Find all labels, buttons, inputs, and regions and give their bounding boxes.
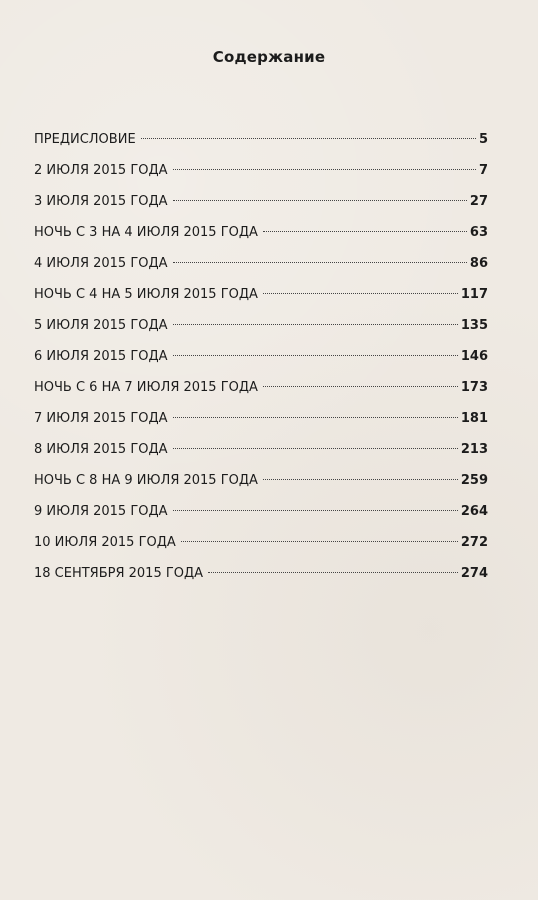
toc-row	[34, 566, 488, 597]
toc-row	[34, 225, 488, 256]
dot-leader	[173, 324, 458, 325]
toc-row	[34, 132, 488, 163]
toc-row	[34, 473, 488, 504]
toc-entry-title: 10 ИЮЛЯ 2015 ГОДА	[34, 535, 176, 550]
toc-entry-title: 6 ИЮЛЯ 2015 ГОДА	[34, 349, 168, 364]
toc-page-number: 27	[469, 194, 488, 209]
toc-row	[34, 504, 488, 535]
toc-page-number: 274	[460, 566, 488, 581]
toc-entry-title: 18 СЕНТЯБРЯ 2015 ГОДА	[34, 566, 204, 581]
toc-row	[34, 380, 488, 411]
dot-leader	[173, 510, 458, 511]
toc-entry-title: 5 ИЮЛЯ 2015 ГОДА	[34, 318, 168, 333]
toc-page-number: 181	[460, 411, 488, 426]
table-of-contents	[34, 132, 488, 597]
dot-leader	[263, 293, 458, 294]
dot-leader	[263, 386, 458, 387]
toc-entry-title: 4 ИЮЛЯ 2015 ГОДА	[34, 256, 168, 271]
toc-row	[34, 411, 488, 442]
dot-leader	[173, 200, 467, 201]
toc-page-number: 213	[460, 442, 488, 457]
toc-page-number: 264	[460, 504, 488, 519]
dot-leader	[173, 448, 458, 449]
toc-row	[34, 287, 488, 318]
dot-leader	[208, 572, 458, 573]
toc-row	[34, 442, 488, 473]
toc-entry-title: 3 ИЮЛЯ 2015 ГОДА	[34, 194, 168, 209]
toc-row	[34, 194, 488, 225]
toc-entry-title: НОЧЬ С 6 НА 7 ИЮЛЯ 2015 ГОДА	[34, 380, 258, 395]
toc-page-number: 173	[460, 380, 488, 395]
toc-entry-title: 9 ИЮЛЯ 2015 ГОДА	[34, 504, 168, 519]
dot-leader	[173, 355, 458, 356]
toc-row	[34, 535, 488, 566]
toc-entry-title: 2 ИЮЛЯ 2015 ГОДА	[34, 163, 168, 178]
toc-row	[34, 256, 488, 287]
toc-row	[34, 318, 488, 349]
toc-page-number: 272	[460, 535, 488, 550]
toc-page-number: 146	[460, 349, 488, 364]
dot-leader	[173, 169, 476, 170]
toc-page-number: 5	[478, 132, 488, 147]
toc-entry-title: 8 ИЮЛЯ 2015 ГОДА	[34, 442, 168, 457]
page-title: Содержание	[212, 48, 326, 66]
toc-page-number: 117	[460, 287, 488, 302]
toc-entry-title: НОЧЬ С 4 НА 5 ИЮЛЯ 2015 ГОДА	[34, 287, 258, 302]
dot-leader	[181, 541, 458, 542]
toc-entry-title: 7 ИЮЛЯ 2015 ГОДА	[34, 411, 168, 426]
dot-leader	[173, 262, 467, 263]
dot-leader	[141, 138, 476, 139]
toc-row	[34, 163, 488, 194]
toc-page-number: 259	[460, 473, 488, 488]
toc-page-number: 86	[469, 256, 488, 271]
toc-entry-title: НОЧЬ С 8 НА 9 ИЮЛЯ 2015 ГОДА	[34, 473, 258, 488]
dot-leader	[173, 417, 458, 418]
toc-page-number: 7	[478, 163, 488, 178]
toc-entry-title: НОЧЬ С 3 НА 4 ИЮЛЯ 2015 ГОДА	[34, 225, 258, 240]
toc-row	[34, 349, 488, 380]
toc-entry-title: ПРЕДИСЛОВИЕ	[34, 132, 136, 147]
toc-page-number: 135	[460, 318, 488, 333]
dot-leader	[263, 231, 467, 232]
toc-page-number: 63	[469, 225, 488, 240]
dot-leader	[263, 479, 458, 480]
